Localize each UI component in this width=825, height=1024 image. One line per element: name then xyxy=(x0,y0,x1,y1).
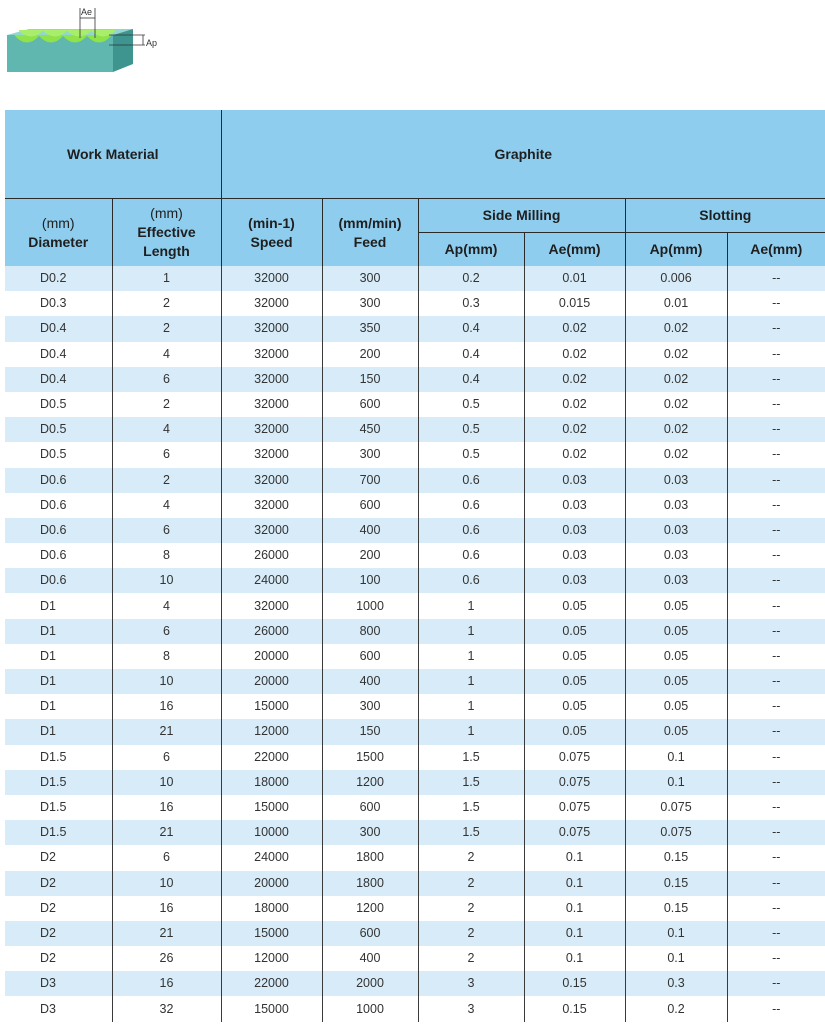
table-row xyxy=(5,871,825,896)
slot-ae-cell: -- xyxy=(727,745,825,770)
slot-ap-cell: 0.2 xyxy=(625,996,727,1021)
diameter-cell: D3 xyxy=(5,971,112,996)
diameter-cell: D1.5 xyxy=(5,795,112,820)
slot-ap-cell: 0.1 xyxy=(625,946,727,971)
table-row xyxy=(5,316,825,341)
feed-cell: 1200 xyxy=(322,770,418,795)
feed-cell: 800 xyxy=(322,619,418,644)
speed-header: (min-1) Speed xyxy=(221,199,322,267)
side-ap-cell: 0.3 xyxy=(418,291,524,316)
side-ae-cell: 0.02 xyxy=(524,316,625,341)
side-ae-cell: 0.1 xyxy=(524,845,625,870)
feed-cell: 300 xyxy=(322,442,418,467)
speed-cell: 32000 xyxy=(221,266,322,291)
speed-cell: 12000 xyxy=(221,946,322,971)
feed-cell: 2000 xyxy=(322,971,418,996)
slot-ae-cell: -- xyxy=(727,921,825,946)
length-cell: 8 xyxy=(112,644,221,669)
slot-ae-cell: -- xyxy=(727,468,825,493)
side-ap-cell: 0.4 xyxy=(418,367,524,392)
feed-cell: 1000 xyxy=(322,996,418,1021)
side-ap-cell: 0.6 xyxy=(418,518,524,543)
slot-ap-cell: 0.075 xyxy=(625,820,727,845)
side-ae-cell: 0.05 xyxy=(524,719,625,744)
slot-ap-cell: 0.05 xyxy=(625,719,727,744)
slot-ae-cell: -- xyxy=(727,619,825,644)
diameter-cell: D2 xyxy=(5,896,112,921)
speed-cell: 32000 xyxy=(221,367,322,392)
feed-cell: 450 xyxy=(322,417,418,442)
diameter-cell: D1.5 xyxy=(5,820,112,845)
diameter-cell: D0.4 xyxy=(5,316,112,341)
side-ae-cell: 0.1 xyxy=(524,896,625,921)
ap-label: Ap xyxy=(146,38,158,48)
side-ae-cell: 0.03 xyxy=(524,493,625,518)
side-ap-cell: 1.5 xyxy=(418,820,524,845)
slotting-header: Slotting xyxy=(625,199,825,233)
speed-cell: 15000 xyxy=(221,996,322,1021)
table-row xyxy=(5,971,825,996)
slot-ae-cell: -- xyxy=(727,896,825,921)
slot-ap-cell: 0.05 xyxy=(625,644,727,669)
side-ae-cell: 0.075 xyxy=(524,820,625,845)
length-cell: 21 xyxy=(112,820,221,845)
length-cell: 32 xyxy=(112,996,221,1021)
slot-ap-cell: 0.05 xyxy=(625,593,727,618)
slot-ap-cell: 0.03 xyxy=(625,518,727,543)
side-ap-cell: 1.5 xyxy=(418,745,524,770)
side-ap-cell: 1 xyxy=(418,644,524,669)
length-cell: 21 xyxy=(112,921,221,946)
slot-ap-cell: 0.01 xyxy=(625,291,727,316)
speed-cell: 32000 xyxy=(221,291,322,316)
diameter-cell: D3 xyxy=(5,996,112,1021)
length-cell: 10 xyxy=(112,568,221,593)
speed-cell: 32000 xyxy=(221,493,322,518)
side-ae-cell: 0.1 xyxy=(524,871,625,896)
feed-cell: 1800 xyxy=(322,871,418,896)
slot-ae-cell: -- xyxy=(727,845,825,870)
slot-ap-cell: 0.02 xyxy=(625,442,727,467)
side-ae-cell: 0.05 xyxy=(524,619,625,644)
table-row xyxy=(5,493,825,518)
slot-ae-cell: -- xyxy=(727,871,825,896)
side-ae-cell: 0.03 xyxy=(524,468,625,493)
length-cell: 6 xyxy=(112,845,221,870)
diameter-cell: D0.6 xyxy=(5,543,112,568)
diameter-cell: D0.5 xyxy=(5,442,112,467)
speed-cell: 18000 xyxy=(221,770,322,795)
slot-ae-cell: -- xyxy=(727,669,825,694)
slot-ap-cell: 0.15 xyxy=(625,845,727,870)
feed-cell: 400 xyxy=(322,669,418,694)
table-row xyxy=(5,669,825,694)
feed-cell: 1500 xyxy=(322,745,418,770)
length-cell: 6 xyxy=(112,367,221,392)
table-row xyxy=(5,468,825,493)
slot-ae-cell: -- xyxy=(727,518,825,543)
diameter-cell: D0.5 xyxy=(5,392,112,417)
slot-ap-cell: 0.15 xyxy=(625,871,727,896)
side-ap-cell: 1 xyxy=(418,694,524,719)
side-ae-cell: 0.15 xyxy=(524,971,625,996)
slot-ae-cell: -- xyxy=(727,593,825,618)
side-ap-cell: 3 xyxy=(418,971,524,996)
table-row xyxy=(5,442,825,467)
side-ae-cell: 0.05 xyxy=(524,669,625,694)
diameter-cell: D2 xyxy=(5,946,112,971)
table-row xyxy=(5,593,825,618)
feed-cell: 400 xyxy=(322,518,418,543)
diameter-cell: D0.3 xyxy=(5,291,112,316)
side-ae-header: Ae(mm) xyxy=(524,233,625,267)
side-ap-cell: 0.5 xyxy=(418,392,524,417)
side-ap-cell: 1 xyxy=(418,719,524,744)
diameter-cell: D0.6 xyxy=(5,493,112,518)
table-row xyxy=(5,694,825,719)
table-row xyxy=(5,417,825,442)
table-row xyxy=(5,719,825,744)
diameter-cell: D1 xyxy=(5,619,112,644)
side-ap-cell: 2 xyxy=(418,845,524,870)
feed-cell: 150 xyxy=(322,367,418,392)
table-row xyxy=(5,392,825,417)
diameter-cell: D1.5 xyxy=(5,770,112,795)
slot-ae-cell: -- xyxy=(727,719,825,744)
side-ae-cell: 0.05 xyxy=(524,593,625,618)
length-cell: 10 xyxy=(112,669,221,694)
side-ap-header: Ap(mm) xyxy=(418,233,524,267)
diameter-cell: D1 xyxy=(5,593,112,618)
slot-ae-cell: -- xyxy=(727,946,825,971)
slot-ap-cell: 0.075 xyxy=(625,795,727,820)
slot-ae-cell: -- xyxy=(727,568,825,593)
slot-ae-header: Ae(mm) xyxy=(727,233,825,267)
feed-cell: 400 xyxy=(322,946,418,971)
slot-ap-cell: 0.03 xyxy=(625,493,727,518)
diameter-header: (mm) Diameter xyxy=(5,199,112,267)
table-row xyxy=(5,367,825,392)
length-cell: 2 xyxy=(112,291,221,316)
side-milling-header: Side Milling xyxy=(418,199,625,233)
diameter-cell: D0.4 xyxy=(5,342,112,367)
slot-ae-cell: -- xyxy=(727,316,825,341)
speed-cell: 32000 xyxy=(221,392,322,417)
speed-cell: 32000 xyxy=(221,468,322,493)
side-ae-cell: 0.02 xyxy=(524,392,625,417)
work-material-header: Work Material xyxy=(5,110,221,199)
side-ae-cell: 0.05 xyxy=(524,644,625,669)
slot-ae-cell: -- xyxy=(727,392,825,417)
diameter-cell: D1 xyxy=(5,644,112,669)
side-ap-cell: 2 xyxy=(418,946,524,971)
feed-cell: 100 xyxy=(322,568,418,593)
table-row xyxy=(5,518,825,543)
length-cell: 4 xyxy=(112,493,221,518)
feed-cell: 300 xyxy=(322,266,418,291)
side-ae-cell: 0.02 xyxy=(524,342,625,367)
slot-ae-cell: -- xyxy=(727,996,825,1021)
side-ap-cell: 1 xyxy=(418,669,524,694)
speed-cell: 22000 xyxy=(221,745,322,770)
speed-cell: 24000 xyxy=(221,845,322,870)
speed-cell: 26000 xyxy=(221,543,322,568)
side-ae-cell: 0.02 xyxy=(524,417,625,442)
slot-ae-cell: -- xyxy=(727,795,825,820)
slot-ap-cell: 0.1 xyxy=(625,770,727,795)
feed-cell: 200 xyxy=(322,543,418,568)
table-row xyxy=(5,291,825,316)
speed-cell: 20000 xyxy=(221,669,322,694)
length-cell: 16 xyxy=(112,694,221,719)
slot-ae-cell: -- xyxy=(727,971,825,996)
slot-ap-cell: 0.03 xyxy=(625,468,727,493)
side-ae-cell: 0.03 xyxy=(524,518,625,543)
length-cell: 16 xyxy=(112,971,221,996)
table-row xyxy=(5,644,825,669)
table-row xyxy=(5,619,825,644)
side-ap-cell: 0.6 xyxy=(418,543,524,568)
speed-cell: 24000 xyxy=(221,568,322,593)
speed-cell: 32000 xyxy=(221,518,322,543)
length-cell: 21 xyxy=(112,719,221,744)
cutting-conditions-table xyxy=(5,110,825,1022)
length-header: (mm) Effective Length xyxy=(112,199,221,267)
side-ap-cell: 0.2 xyxy=(418,266,524,291)
diameter-cell: D2 xyxy=(5,871,112,896)
diameter-cell: D0.6 xyxy=(5,468,112,493)
slot-ae-cell: -- xyxy=(727,820,825,845)
length-cell: 6 xyxy=(112,619,221,644)
slot-ap-cell: 0.05 xyxy=(625,619,727,644)
side-ae-cell: 0.1 xyxy=(524,921,625,946)
diameter-cell: D0.6 xyxy=(5,518,112,543)
side-ap-cell: 1 xyxy=(418,593,524,618)
length-cell: 26 xyxy=(112,946,221,971)
side-ap-cell: 0.6 xyxy=(418,493,524,518)
side-ae-cell: 0.03 xyxy=(524,543,625,568)
length-cell: 2 xyxy=(112,316,221,341)
slot-ae-cell: -- xyxy=(727,367,825,392)
length-cell: 16 xyxy=(112,896,221,921)
feed-cell: 1200 xyxy=(322,896,418,921)
table-row xyxy=(5,896,825,921)
table-body xyxy=(5,266,825,1022)
side-ae-cell: 0.1 xyxy=(524,946,625,971)
speed-cell: 20000 xyxy=(221,871,322,896)
table-row xyxy=(5,342,825,367)
side-ap-cell: 1.5 xyxy=(418,770,524,795)
length-cell: 4 xyxy=(112,417,221,442)
table-row xyxy=(5,745,825,770)
side-ae-cell: 0.01 xyxy=(524,266,625,291)
diameter-cell: D1 xyxy=(5,719,112,744)
slot-ap-cell: 0.03 xyxy=(625,543,727,568)
slot-ap-header: Ap(mm) xyxy=(625,233,727,267)
slot-ap-cell: 0.03 xyxy=(625,568,727,593)
length-cell: 6 xyxy=(112,745,221,770)
feed-cell: 150 xyxy=(322,719,418,744)
slot-ap-cell: 0.1 xyxy=(625,921,727,946)
side-ae-cell: 0.075 xyxy=(524,795,625,820)
slot-ap-cell: 0.02 xyxy=(625,367,727,392)
diameter-cell: D1 xyxy=(5,694,112,719)
diameter-cell: D0.2 xyxy=(5,266,112,291)
material-header: Graphite xyxy=(221,110,825,199)
speed-cell: 15000 xyxy=(221,921,322,946)
length-cell: 6 xyxy=(112,518,221,543)
table-row xyxy=(5,543,825,568)
slot-ap-cell: 0.3 xyxy=(625,971,727,996)
diameter-cell: D2 xyxy=(5,921,112,946)
feed-cell: 350 xyxy=(322,316,418,341)
side-ap-cell: 1.5 xyxy=(418,795,524,820)
table-row xyxy=(5,996,825,1021)
speed-cell: 18000 xyxy=(221,896,322,921)
slot-ae-cell: -- xyxy=(727,644,825,669)
speed-cell: 12000 xyxy=(221,719,322,744)
feed-cell: 300 xyxy=(322,820,418,845)
length-cell: 4 xyxy=(112,342,221,367)
slot-ae-cell: -- xyxy=(727,342,825,367)
side-ap-cell: 0.5 xyxy=(418,442,524,467)
feed-cell: 600 xyxy=(322,921,418,946)
feed-cell: 600 xyxy=(322,644,418,669)
speed-cell: 20000 xyxy=(221,644,322,669)
slot-ae-cell: -- xyxy=(727,442,825,467)
slot-ae-cell: -- xyxy=(727,417,825,442)
diameter-cell: D2 xyxy=(5,845,112,870)
speed-cell: 22000 xyxy=(221,971,322,996)
speed-cell: 10000 xyxy=(221,820,322,845)
diameter-cell: D0.6 xyxy=(5,568,112,593)
feed-cell: 300 xyxy=(322,694,418,719)
side-ap-cell: 2 xyxy=(418,871,524,896)
speed-cell: 32000 xyxy=(221,442,322,467)
feed-cell: 1000 xyxy=(322,593,418,618)
slot-ae-cell: -- xyxy=(727,266,825,291)
speed-cell: 32000 xyxy=(221,593,322,618)
side-ae-cell: 0.03 xyxy=(524,568,625,593)
feed-cell: 600 xyxy=(322,795,418,820)
side-ae-cell: 0.02 xyxy=(524,442,625,467)
side-ap-cell: 0.4 xyxy=(418,316,524,341)
side-ap-cell: 0.6 xyxy=(418,568,524,593)
slot-ap-cell: 0.02 xyxy=(625,342,727,367)
speed-cell: 32000 xyxy=(221,316,322,341)
length-cell: 16 xyxy=(112,795,221,820)
slot-ap-cell: 0.006 xyxy=(625,266,727,291)
length-cell: 10 xyxy=(112,871,221,896)
slot-ap-cell: 0.05 xyxy=(625,669,727,694)
feed-cell: 200 xyxy=(322,342,418,367)
feed-cell: 700 xyxy=(322,468,418,493)
slot-ae-cell: -- xyxy=(727,694,825,719)
diameter-cell: D0.5 xyxy=(5,417,112,442)
side-ap-cell: 0.4 xyxy=(418,342,524,367)
length-cell: 4 xyxy=(112,593,221,618)
slot-ap-cell: 0.1 xyxy=(625,745,727,770)
side-ap-cell: 2 xyxy=(418,896,524,921)
speed-cell: 32000 xyxy=(221,417,322,442)
table-row xyxy=(5,266,825,291)
side-ae-cell: 0.015 xyxy=(524,291,625,316)
milling-diagram xyxy=(5,4,175,74)
table-row xyxy=(5,845,825,870)
slot-ap-cell: 0.05 xyxy=(625,694,727,719)
slot-ap-cell: 0.15 xyxy=(625,896,727,921)
slot-ae-cell: -- xyxy=(727,770,825,795)
side-ae-cell: 0.075 xyxy=(524,770,625,795)
table-row xyxy=(5,795,825,820)
side-ap-cell: 1 xyxy=(418,619,524,644)
feed-cell: 600 xyxy=(322,493,418,518)
side-ae-cell: 0.02 xyxy=(524,367,625,392)
slot-ap-cell: 0.02 xyxy=(625,316,727,341)
slot-ap-cell: 0.02 xyxy=(625,417,727,442)
side-ae-cell: 0.05 xyxy=(524,694,625,719)
speed-cell: 15000 xyxy=(221,795,322,820)
table-row xyxy=(5,946,825,971)
speed-cell: 32000 xyxy=(221,342,322,367)
slot-ae-cell: -- xyxy=(727,291,825,316)
table-row xyxy=(5,820,825,845)
feed-cell: 1800 xyxy=(322,845,418,870)
feed-cell: 300 xyxy=(322,291,418,316)
slot-ap-cell: 0.02 xyxy=(625,392,727,417)
length-cell: 2 xyxy=(112,392,221,417)
table-row xyxy=(5,568,825,593)
side-ap-cell: 0.5 xyxy=(418,417,524,442)
side-ae-cell: 0.15 xyxy=(524,996,625,1021)
diameter-cell: D0.4 xyxy=(5,367,112,392)
slot-ae-cell: -- xyxy=(727,543,825,568)
side-ae-cell: 0.075 xyxy=(524,745,625,770)
feed-cell: 600 xyxy=(322,392,418,417)
diameter-cell: D1.5 xyxy=(5,745,112,770)
table-row xyxy=(5,770,825,795)
side-ap-cell: 0.6 xyxy=(418,468,524,493)
side-ap-cell: 3 xyxy=(418,996,524,1021)
table-row xyxy=(5,921,825,946)
speed-cell: 26000 xyxy=(221,619,322,644)
side-ap-cell: 2 xyxy=(418,921,524,946)
length-cell: 1 xyxy=(112,266,221,291)
speed-cell: 15000 xyxy=(221,694,322,719)
ae-label: Ae xyxy=(81,7,93,17)
diameter-cell: D1 xyxy=(5,669,112,694)
length-cell: 2 xyxy=(112,468,221,493)
length-cell: 8 xyxy=(112,543,221,568)
slot-ae-cell: -- xyxy=(727,493,825,518)
length-cell: 10 xyxy=(112,770,221,795)
length-cell: 6 xyxy=(112,442,221,467)
feed-header: (mm/min) Feed xyxy=(322,199,418,267)
